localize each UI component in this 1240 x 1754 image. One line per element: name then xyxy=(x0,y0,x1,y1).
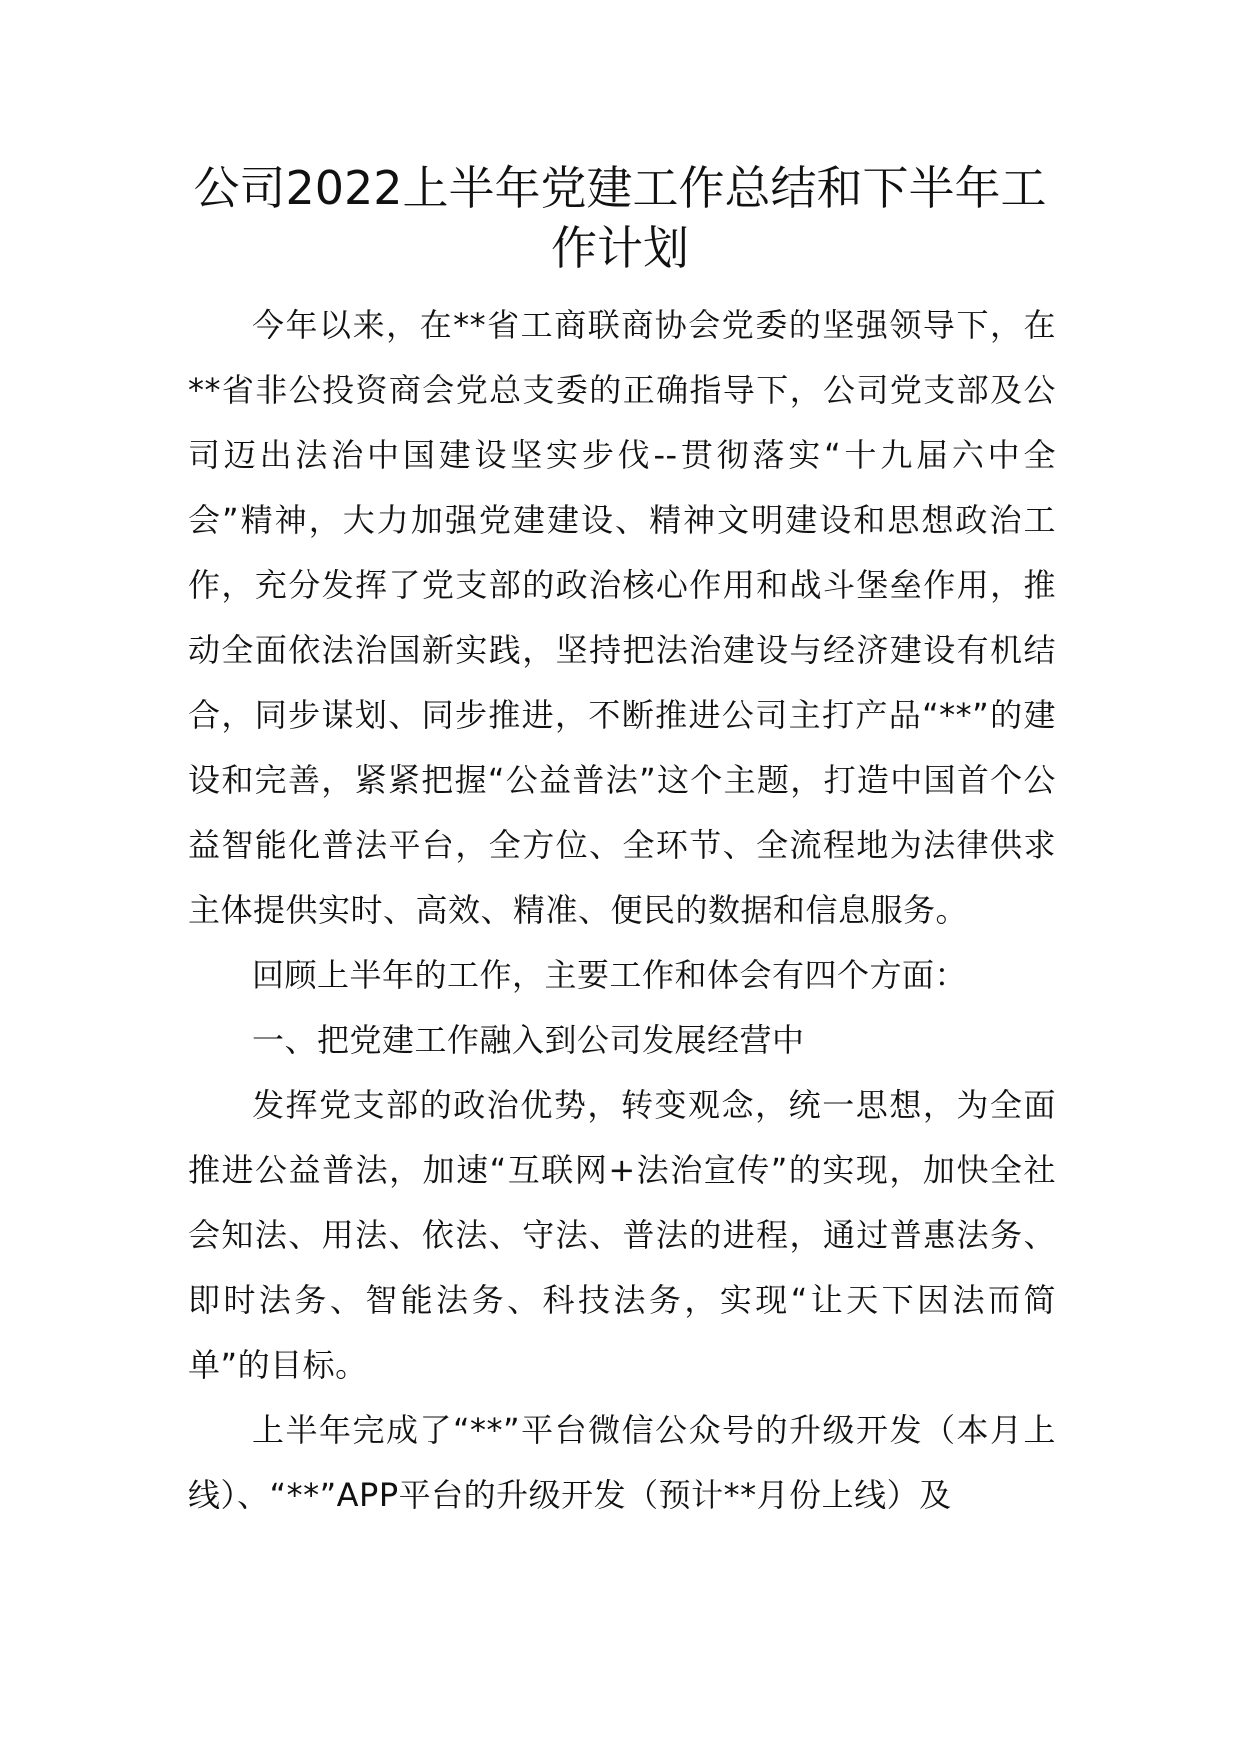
document-title xyxy=(150,158,1090,278)
section-heading-1: 一、把党建工作融入到公司发展经营中 xyxy=(252,1021,805,1059)
paragraph-review: 回顾上半年的工作，主要工作和体会有四个方面： xyxy=(252,956,968,994)
paragraph-platform: 上半年完成了“**”平台微信公众号的升级开发（本月上线）、“**”APP平台的升级开发（预计**月份上线）及 xyxy=(188,1411,1056,1514)
document-body xyxy=(188,293,1056,1528)
paragraph-section-1: 发挥党支部的政治优势，转变观念，统一思想，为全面推进公益普法，加速“互联网+法治宣传”的实现，加快全社会知法、用法、依法、守法、普法的进程，通过普惠法务、即时法务、智能法务、科技法务，实现“让天下因法而简单”的目标。 xyxy=(188,1086,1056,1384)
title-line-1: 公司2022上半年党建工作总结和下半年工 xyxy=(193,161,1047,215)
paragraph-intro: 今年以来，在**省工商联商协会党委的坚强领导下，在**省非公投资商会党总支委的正确指导下，公司党支部及公司迈出法治中国建设坚实步伐--贯彻落实“十九届六中全会”精神，大力加强党建建设、精神文明建设和思想政治工作，充分发挥了党支部的政治核心作用和战斗堡垒作用，推动全面依法治国新实践，坚持把法治建设与经济建设有机结合，同步谋划、同步推进，不断推进公司主打产品“**”的建设和完善，紧紧把握“公益普法”这个主题，打造中国首个公益智能化普法平台，全方位、全环节、全流程地为法律供求主体提供实时、高效、精准、便民的数据和信息服务。 xyxy=(188,306,1056,929)
title-line-2: 作计划 xyxy=(551,221,689,275)
